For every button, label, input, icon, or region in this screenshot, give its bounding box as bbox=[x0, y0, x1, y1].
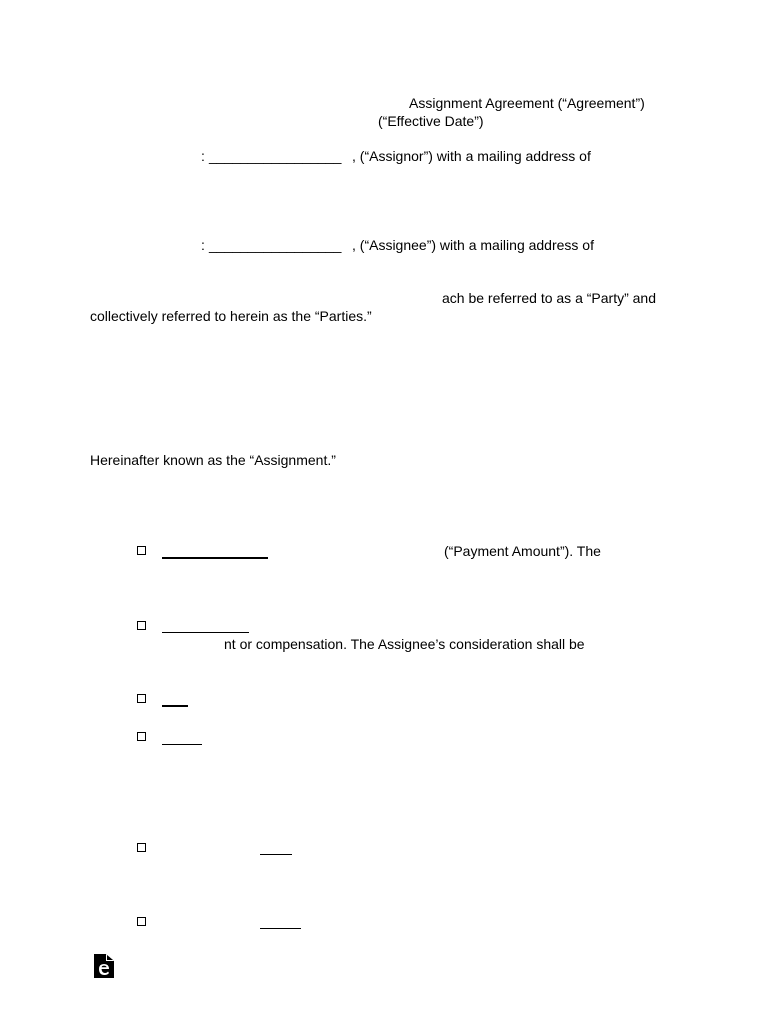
payment-amount-blank[interactable] bbox=[162, 557, 268, 559]
option-5-blank[interactable] bbox=[260, 854, 292, 855]
assignee-colon: : bbox=[201, 237, 205, 253]
assignee-name-blank[interactable]: _________________ bbox=[209, 237, 342, 253]
option-6-blank[interactable] bbox=[260, 928, 301, 929]
consideration-blank[interactable] bbox=[162, 632, 249, 633]
assignor-description: , (“Assignor”) with a mailing address of bbox=[352, 148, 591, 164]
option-5-checkbox[interactable] bbox=[137, 843, 146, 852]
consideration-option-checkbox[interactable] bbox=[137, 621, 146, 630]
document-e-icon bbox=[94, 952, 114, 978]
assignee-description: , (“Assignee”) with a mailing address of bbox=[352, 237, 594, 253]
effective-date-label: (“Effective Date”) bbox=[378, 113, 484, 129]
document-e-icon-svg bbox=[94, 952, 114, 978]
assignor-name-blank[interactable]: _________________ bbox=[209, 148, 342, 164]
consideration-text: nt or compensation. The Assignee’s consideration shall be bbox=[224, 636, 585, 652]
agreement-title: Assignment Agreement (“Agreement”) bbox=[409, 95, 645, 111]
parties-line-1: ach be referred to as a “Party” and bbox=[442, 290, 656, 306]
option-4-blank[interactable] bbox=[162, 744, 202, 745]
payment-amount-text: (“Payment Amount”). The bbox=[444, 543, 601, 559]
option-6-checkbox[interactable] bbox=[137, 917, 146, 926]
parties-line-2: collectively referred to herein as the “Parties.” bbox=[90, 308, 372, 324]
option-3-checkbox[interactable] bbox=[137, 694, 146, 703]
option-4-checkbox[interactable] bbox=[137, 732, 146, 741]
assignment-text: Hereinafter known as the “Assignment.” bbox=[90, 452, 336, 468]
payment-option-checkbox[interactable] bbox=[137, 546, 146, 555]
option-3-blank[interactable] bbox=[162, 705, 188, 707]
assignor-colon: : bbox=[201, 148, 205, 164]
